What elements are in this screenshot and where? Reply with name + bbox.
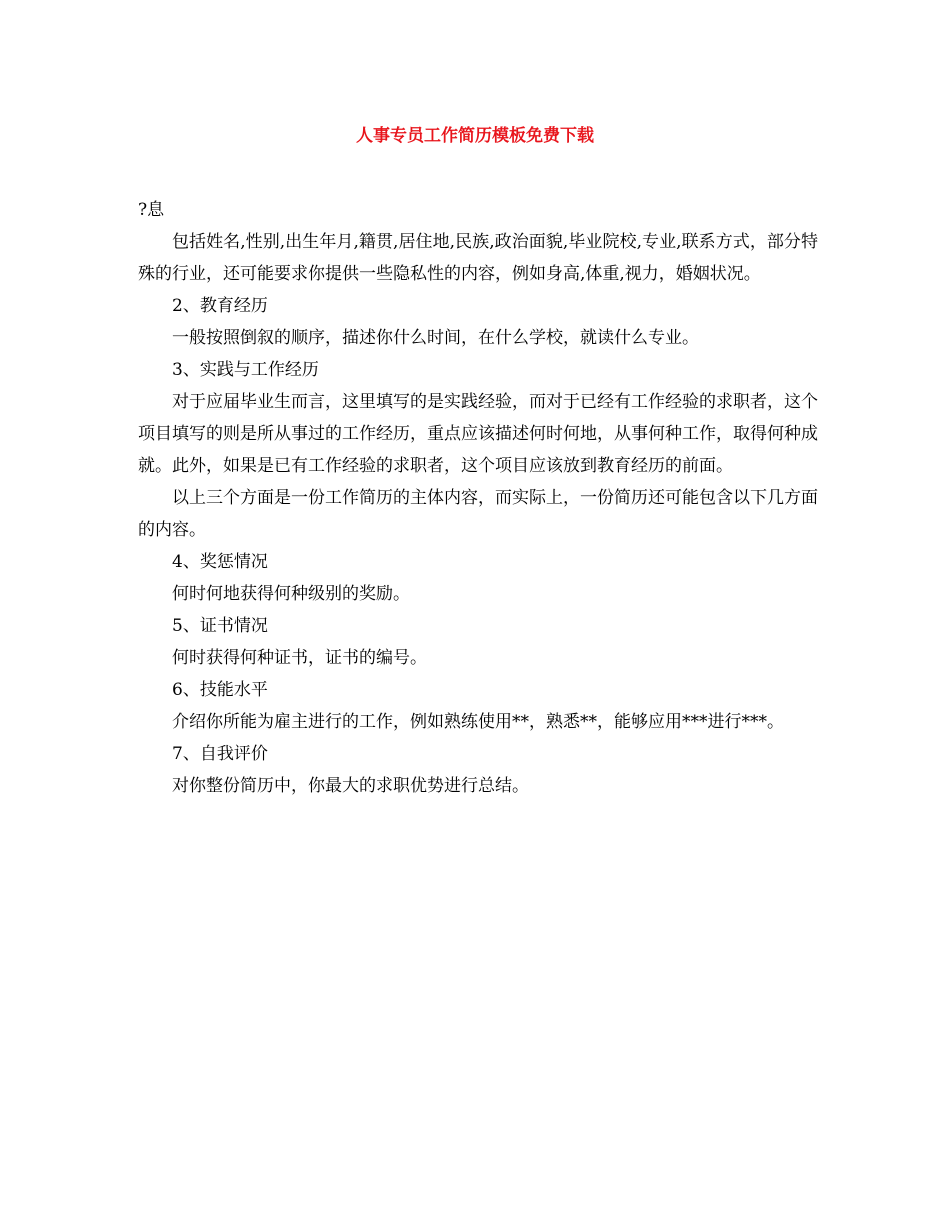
section-heading-education: 2、教育经历	[172, 296, 268, 316]
paragraph-skills-detail: 介绍你所能为雇主进行的工作，例如熟练使用**，熟悉**，能够应用***进行***。	[172, 712, 784, 732]
paragraph-summary: 以上三个方面是一份工作简历的主体内容，而实际上，一份简历还可能包含以下几方面的内容。	[138, 488, 818, 540]
paragraph-education-detail: 一般按照倒叙的顺序，描述你什么时间，在什么学校，就读什么专业。	[172, 328, 699, 348]
paragraph-experience-detail: 对于应届毕业生而言，这里填写的是实践经验，而对于已经有工作经验的求职者，这个项目填写的则是所从事过的工作经历，重点应该描述何时何地，从事何种工作，取得何种成就。此外，如果是已有工作经验的求职者，这个项目应该放到教育经历的前面。	[138, 392, 818, 476]
paragraph-self-evaluation-detail: 对你整份简历中，你最大的求职优势进行总结。	[172, 776, 529, 796]
document-title: 人事专员工作简历模板免费下载	[356, 126, 594, 146]
document-body	[138, 194, 818, 802]
section-heading-info: ?息	[138, 200, 165, 220]
section-heading-experience: 3、实践与工作经历	[172, 360, 319, 380]
section-heading-awards: 4、奖惩情况	[172, 552, 268, 572]
section-heading-certificates: 5、证书情况	[172, 616, 268, 636]
section-heading-self-evaluation: 7、自我评价	[172, 744, 268, 764]
paragraph-awards-detail: 何时何地获得何种级别的奖励。	[172, 584, 410, 604]
section-heading-skills: 6、技能水平	[172, 680, 268, 700]
paragraph-info-detail: 包括姓名,性别,出生年月,籍贯,居住地,民族,政治面貌,毕业院校,专业,联系方式，部分特殊的行业，还可能要求你提供一些隐私性的内容，例如身高,体重,视力，婚姻状况。	[138, 232, 818, 284]
paragraph-certificates-detail: 何时获得何种证书，证书的编号。	[172, 648, 427, 668]
